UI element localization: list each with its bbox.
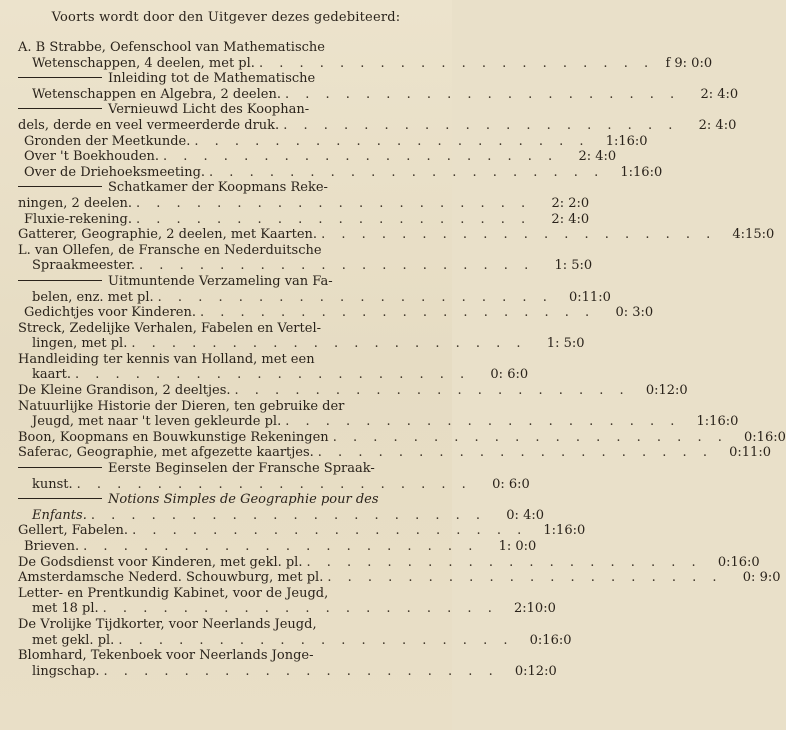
catalogue-line: [18, 258, 593, 274]
leader-dots: . . . . . . . . . . . . . . . . . . . .: [76, 476, 472, 492]
catalogue-line: [18, 617, 442, 633]
entry-price: 1: 5:0: [546, 336, 585, 352]
catalogue-line: [18, 227, 775, 243]
catalogue-line: [18, 399, 442, 415]
leader-dots: . . . . . . . . . . . . . . . . . . . .: [131, 336, 527, 352]
entry-price: 0: 3:0: [615, 305, 654, 321]
entry-text: Boon, Koopmans en Bouwkunstige Rekeningen: [18, 429, 329, 445]
catalogue-line: [18, 601, 556, 617]
catalogue-line: [18, 539, 537, 555]
leader-dots: . . . . . . . . . . . . . . . . . . . .: [321, 227, 717, 243]
entry-text: ningen, 2 deelen.: [18, 195, 133, 211]
entry-text: Spraakmeester.: [32, 258, 136, 274]
entry-text: Handleiding ter kennis van Holland, met een: [18, 351, 315, 367]
catalogue-line: [18, 523, 586, 539]
leader-dots: . . . . . . . . . . . . . . . . . . . .: [139, 258, 535, 274]
entry-text: met gekl. pl.: [32, 632, 115, 648]
leader-dots: . . . . . . . . . . . . . . . . . . . .: [102, 601, 498, 617]
entry-text: Eerste Beginselen der Fransche Spraak-: [108, 461, 375, 477]
entry-text: Blomhard, Tekenboek voor Neerlands Jonge-: [18, 648, 314, 664]
entry-price: 0:11:0: [569, 289, 611, 305]
entry-text: Uitmuntende Verzameling van Fa-: [108, 273, 333, 289]
leader-dots: . . . . . . . . . . . . . . . . . . . .: [258, 55, 655, 71]
entry-price: 2: 4:0: [578, 149, 617, 165]
leader-dots: . . . . . . . . . . . . . . . . . . . .: [284, 86, 681, 102]
leader-dots: . . . . . . . . . . . . . . . . . . . .: [327, 570, 723, 586]
entry-price: 1:16:0: [620, 164, 663, 180]
leader-dots: . . . . . . . . . . . . . . . . . . . .: [194, 133, 590, 149]
ditto-dash: [18, 467, 102, 468]
entry-price: 0:11:0: [729, 445, 771, 461]
entry-price: 1:16:0: [605, 133, 648, 149]
entry-text: Fluxie-rekening.: [24, 211, 132, 227]
entry-text: Enfants.: [32, 507, 87, 523]
catalogue-line: [18, 289, 611, 306]
entry-price: 4:15:0: [732, 227, 775, 243]
entry-price: 2: 4:0: [551, 211, 590, 227]
catalogue-line: [18, 429, 786, 446]
leader-dots: . . . . . . . . . . . . . . . . . . . .: [90, 507, 486, 523]
catalogue-line: [18, 586, 442, 602]
leader-dots: . . . . . . . . . . . . . . . . . . . .: [118, 632, 514, 648]
catalogue-line: [18, 648, 442, 664]
leader-dots: . . . . . . . . . . . . . . . . . . . .: [157, 289, 553, 305]
entry-text: De Godsdienst voor Kinderen, met gekl. pl.: [18, 554, 303, 570]
catalogue-line: [18, 86, 739, 103]
entry-price: f 9: 0:0: [665, 55, 713, 71]
entry-text: Brieven.: [24, 539, 80, 554]
leader-dots: . . . . . . . . . . . . . . . . . . . .: [283, 117, 679, 133]
entry-price: 2: 4:0: [698, 117, 737, 133]
book-list: [18, 40, 786, 679]
catalogue-line: [18, 243, 442, 259]
entry-text: Gronden der Meetkunde.: [24, 133, 191, 149]
catalogue-line: [18, 133, 648, 150]
catalogue-line: [18, 117, 737, 134]
entry-text: belen, enz. met pl.: [32, 289, 154, 305]
entry-text: Jeugd, met naar 't leven gekleurde pl.: [32, 414, 282, 430]
catalogue-line: [18, 321, 442, 337]
catalogue-line: [18, 367, 529, 383]
entry-price: 2: 2:0: [551, 195, 590, 211]
entry-price: 2:10:0: [514, 601, 556, 617]
entry-text: met 18 pl.: [32, 601, 99, 617]
entry-text: Inleiding tot de Mathematische: [108, 71, 316, 87]
entry-price: 0: 4:0: [506, 507, 544, 523]
entry-text: Vernieuwd Licht des Koophan-: [108, 102, 310, 118]
entry-text: Saferac, Geographie, met afgezette kaartjes.: [18, 445, 314, 461]
catalogue-line: [18, 570, 781, 586]
entry-price: 0: 6:0: [492, 476, 530, 492]
entry-text: kunst.: [32, 476, 73, 492]
catalogue-line: [18, 195, 590, 212]
leader-dots: . . . . . . . . . . . . . . . . . . . .: [132, 523, 528, 539]
entry-text: kaart.: [32, 367, 71, 383]
leader-dots: . . . . . . . . . . . . . . . . . . . .: [103, 663, 499, 679]
entry-text: Over de Driehoeksmeeting.: [24, 164, 206, 180]
ditto-dash: [18, 186, 102, 187]
catalogue-line: [18, 40, 442, 56]
ditto-dash: [18, 77, 102, 78]
ditto-dash: [18, 108, 102, 109]
entry-text: Amsterdamsche Nederd. Schouwburg, met pl.: [18, 570, 324, 586]
catalogue-line: [18, 414, 739, 430]
entry-price: 2: 4:0: [700, 86, 739, 102]
entry-text: Over 't Boekhouden.: [24, 149, 160, 165]
catalogue-line: [18, 55, 713, 72]
entry-price: 0: 6:0: [490, 367, 529, 383]
entry-price: 1:16:0: [696, 414, 739, 430]
leader-dots: . . . . . . . . . . . . . . . . . . . .: [135, 211, 532, 227]
leader-dots: . . . . . . . . . . . . . . . . . . . .: [234, 383, 630, 399]
catalogue-line: [18, 305, 654, 321]
entry-text: Letter- en Prentkundig Kabinet, voor de Jeugd,: [18, 585, 329, 601]
entry-text: Streck, Zedelijke Verhalen, Fabelen en Vertel-: [18, 320, 321, 336]
ditto-dash: [18, 280, 102, 281]
entry-text: lingschap.: [32, 663, 100, 679]
entry-text: De Kleine Grandison, 2 deeltjes.: [18, 383, 231, 399]
catalogue-line: [18, 507, 544, 524]
entry-text: Gatterer, Geographie, 2 deelen, met Kaarten.: [18, 227, 318, 243]
entry-text: L. van Ollefen, de Fransche en Nederduitsche: [18, 242, 322, 258]
catalogue-line: [18, 554, 760, 571]
leader-dots: . . . . . . . . . . . . . . . . . . . .: [163, 149, 559, 165]
catalogue-line: [18, 632, 572, 649]
entry-price: 0:12:0: [514, 663, 557, 679]
entry-text: A. B Strabbe, Oefenschool van Mathematische: [18, 40, 325, 55]
leader-dots: . . . . . . . . . . . . . . . . . . . .: [332, 429, 728, 445]
leader-dots: . . . . . . . . . . . . . . . . . . . .: [317, 445, 713, 461]
page-header: Voorts wordt door den Uitgever dezes gedebiteerd:: [51, 10, 401, 25]
catalogue-line: [18, 102, 442, 118]
catalogue-line: [18, 149, 617, 165]
entry-price: 0:16:0: [529, 632, 572, 648]
catalogue-line: [18, 336, 585, 352]
catalogue-line: [18, 71, 442, 87]
catalogue-line: [18, 492, 442, 508]
entry-text: Gedichtjes voor Kinderen.: [24, 305, 196, 321]
catalogue-line: [18, 352, 442, 368]
entry-text: Schatkamer der Koopmans Reke-: [108, 180, 328, 196]
entry-price: 1:16:0: [543, 523, 586, 539]
entry-text: De Vrolijke Tijdkorter, voor Neerlands Jeugd,: [18, 616, 317, 632]
entry-price: 1: 5:0: [554, 258, 593, 274]
catalogue-line: [18, 164, 663, 181]
entry-price: 0:12:0: [645, 383, 688, 399]
leader-dots: . . . . . . . . . . . . . . . . . . . .: [74, 367, 471, 383]
entry-text: Natuurlijke Historie der Dieren, ten gebruike der: [18, 398, 345, 414]
entry-price: 0:16:0: [744, 429, 786, 445]
entry-price: 1: 0:0: [498, 539, 537, 554]
entry-price: 0:16:0: [717, 554, 760, 570]
ditto-dash: [18, 498, 102, 499]
entry-text: dels, derde en veel vermeerderde druk.: [18, 117, 280, 133]
leader-dots: . . . . . . . . . . . . . . . . . . . .: [136, 195, 532, 211]
catalogue-line: [18, 461, 442, 477]
leader-dots: . . . . . . . . . . . . . . . . . . . .: [306, 554, 702, 570]
catalogue-line: [18, 274, 442, 290]
catalogue-line: [18, 211, 590, 228]
leader-dots: . . . . . . . . . . . . . . . . . . . .: [285, 414, 681, 430]
leader-dots: . . . . . . . . . . . . . . . . . . . .: [209, 164, 605, 180]
catalogue-line: [18, 663, 557, 680]
catalogue-line: [18, 476, 530, 493]
entry-text: lingen, met pl.: [32, 336, 128, 352]
catalogue-line: [18, 383, 688, 399]
entry-price: 0: 9:0: [742, 570, 781, 586]
entry-text: Wetenschappen en Algebra, 2 deelen.: [32, 86, 281, 102]
catalogue-line: [18, 445, 771, 461]
catalogue-line: [18, 180, 442, 196]
leader-dots: . . . . . . . . . . . . . . . . . . . .: [83, 539, 479, 554]
entry-text: Gellert, Fabelen.: [18, 523, 129, 539]
entry-text: Notions Simples de Geographie pour des: [108, 492, 379, 508]
entry-text: Wetenschappen, 4 deelen, met pl.: [32, 55, 255, 71]
leader-dots: . . . . . . . . . . . . . . . . . . . .: [199, 305, 596, 321]
